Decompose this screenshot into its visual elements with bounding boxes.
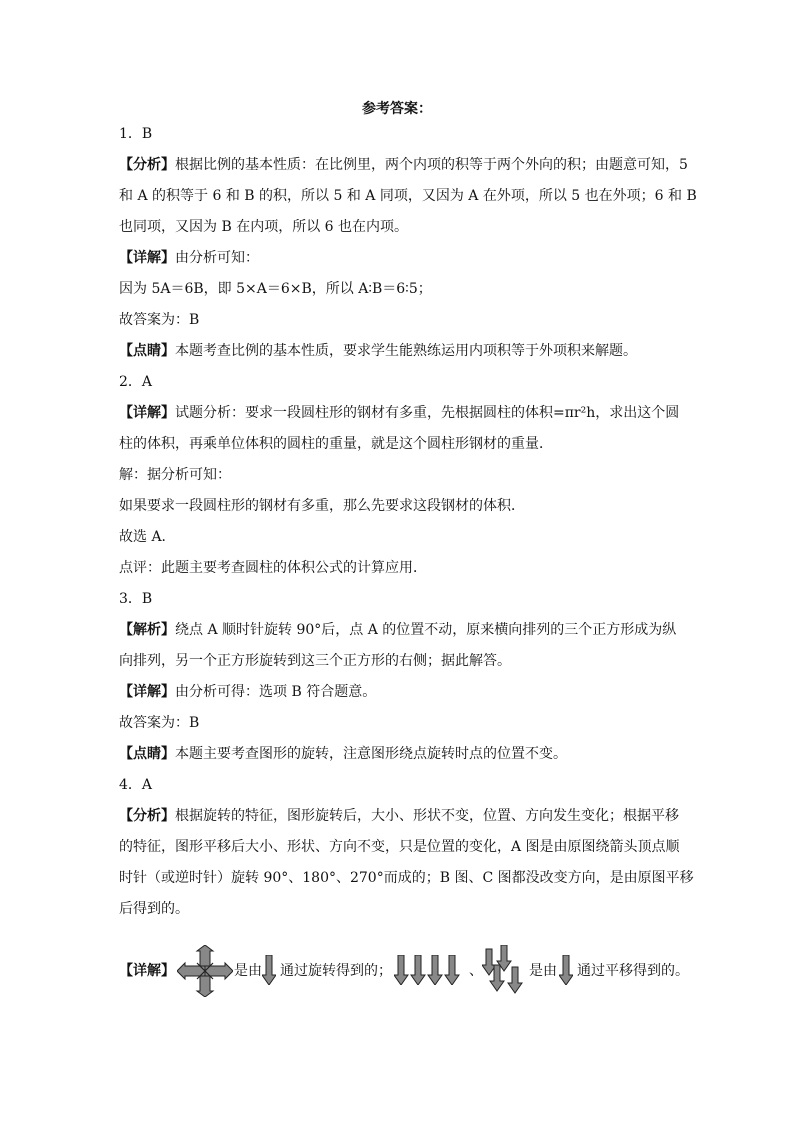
translated-arrows-c-icon	[482, 945, 526, 995]
q2-number: 2．A	[119, 374, 153, 390]
detail-tag: 【详解】	[119, 963, 175, 979]
q2-solve: 解：据分析可知：	[119, 467, 231, 483]
q3-analysis-line-2: 向排列，另一个正方形旋转到这三个正方形的右侧；据此解答。	[119, 653, 511, 669]
q3-detail	[119, 682, 376, 702]
analysis-text: 根据旋转的特征，图形旋转后，大小、形状不变，位置、方向发生变化；根据平移	[175, 808, 679, 824]
q1-analysis-line-2: 和 A 的积等于 6 和 B 的积，所以 5 和 A 同项，又因为 A 在外项，所以 5 也在外项；6 和 B	[119, 188, 697, 204]
fig-text-1: 是由	[234, 963, 262, 979]
q2-detail-line-2: 柱的体积，再乘单位体积的圆柱的重量，就是这个圆柱形钢材的重量．	[119, 436, 553, 452]
q1-detail-line-2: 因为 5A＝6B，即 5×A＝6×B，所以 A∶B＝6∶5；	[119, 281, 432, 297]
analysis-tag: 【分析】	[119, 157, 175, 173]
q3-analysis-line-1	[119, 620, 676, 640]
analysis-text: 根据比例的基本性质：在比例里，两个内项的积等于两个外向的积；由题意可知，5	[175, 157, 688, 173]
q2-detail-line-1	[119, 403, 679, 423]
q4-analysis-line-4: 后得到的。	[119, 901, 189, 917]
q2-review: 点评：此题主要考查圆柱的体积公式的计算应用．	[119, 560, 427, 576]
q1-number: 1．B	[119, 126, 153, 142]
detail-tag: 【详解】	[119, 405, 175, 421]
rotated-arrows-figure-icon	[177, 945, 233, 997]
q1-detail-line-1	[119, 248, 259, 268]
detail-text: 由分析可知：	[175, 250, 259, 266]
translated-arrows-b-icon	[394, 955, 460, 985]
fig-text-3: 是由	[529, 963, 557, 979]
q1-comment	[119, 341, 637, 361]
detail-text: 试题分析：要求一段圆柱形的钢材有多重，先根据圆柱的体积=πr²h，求出这个圆	[175, 405, 680, 421]
down-arrow-icon	[262, 955, 276, 985]
comment-text: 本题主要考查图形的旋转，注意图形绕点旋转时点的位置不变。	[175, 746, 567, 762]
q1-analysis-line-3: 也同项，又因为 B 在内项，所以 6 也在内项。	[119, 219, 408, 235]
analysis-tag: 【分析】	[119, 808, 175, 824]
q4-analysis-line-3: 时针（或逆时针）旋转 90°、180°、270°而成的；B 图、C 图都没改变方向，是由原图平移	[119, 870, 694, 886]
q4-number: 4．A	[119, 777, 153, 793]
comment-tag: 【点睛】	[119, 343, 175, 359]
q2-solve-line-2: 如果要求一段圆柱形的钢材有多重，那么先要求这段钢材的体积．	[119, 498, 525, 514]
fig-text-2: 通过旋转得到的；	[280, 963, 392, 979]
q1-answer: 故答案为：B	[119, 312, 200, 328]
q4-analysis-line-2: 的特征，图形平移后大小、形状、方向不变，只是位置的变化，A 图是由原图绕箭头顶点顺	[119, 839, 680, 855]
comment-text: 本题考查比例的基本性质，要求学生能熟练运用内项积等于外项积来解题。	[175, 343, 637, 359]
page-title: 参考答案：	[362, 101, 432, 117]
analysis-text: 绕点 A 顺时针旋转 90°后，点 A 的位置不动，原来横向排列的三个正方形成为纵	[175, 622, 677, 638]
q1-analysis-line-1	[119, 155, 688, 175]
q4-analysis-line-1	[119, 806, 679, 826]
q3-answer: 故答案为：B	[119, 715, 200, 731]
analysis-tag: 【解析】	[119, 622, 175, 638]
down-arrow-icon	[559, 955, 573, 985]
q2-choose: 故选 A．	[119, 529, 176, 545]
comment-tag: 【点睛】	[119, 746, 175, 762]
detail-tag: 【详解】	[119, 684, 175, 700]
detail-tag: 【详解】	[119, 250, 175, 266]
q3-number: 3．B	[119, 591, 153, 607]
q3-comment	[119, 744, 567, 764]
q4-figure-row	[119, 945, 699, 995]
fig-separator: 、	[469, 963, 483, 979]
detail-text: 由分析可得：选项 B 符合题意。	[175, 684, 377, 700]
fig-text-4: 通过平移得到的。	[577, 963, 689, 979]
